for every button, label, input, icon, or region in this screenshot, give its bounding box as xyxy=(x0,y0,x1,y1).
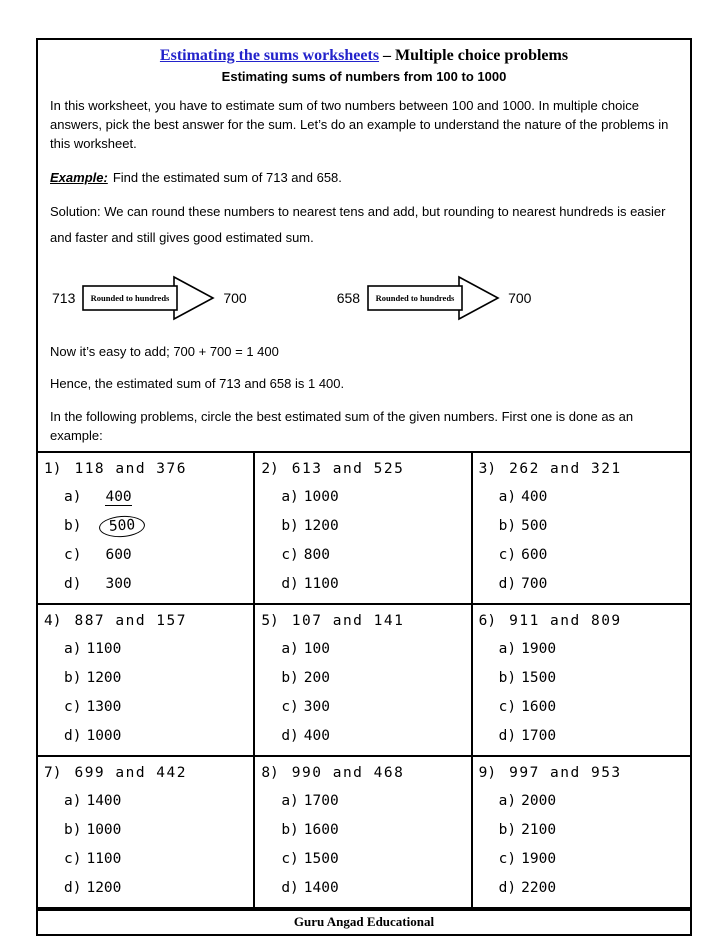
option-value: 2000 xyxy=(521,792,557,809)
problem-3-option-b[interactable] xyxy=(479,512,686,541)
title-rest: – Multiple choice problems xyxy=(379,47,569,64)
problem-1-option-d[interactable] xyxy=(44,570,249,599)
option-value: 2100 xyxy=(521,821,557,838)
solution-paragraph: Solution: We can round these numbers to nearest tens and add, but rounding to nearest hundreds is easier and faster and still gives good estimated sum. xyxy=(50,204,666,246)
option-value: 2200 xyxy=(521,879,557,896)
problem-4-option-c[interactable] xyxy=(44,693,249,722)
worksheet-header-section xyxy=(38,40,690,446)
problem-operands: 699 and 442 xyxy=(74,764,187,781)
option-letter: a) xyxy=(281,488,299,505)
rounding-group-2 xyxy=(337,275,532,321)
option-letter: d) xyxy=(498,575,517,592)
rounding-from-1: 713 xyxy=(52,290,76,307)
option-letter: b) xyxy=(64,821,82,838)
problem-cell-5 xyxy=(255,605,472,757)
option-value: 200 xyxy=(303,669,330,686)
option-letter: b) xyxy=(281,821,299,838)
option-letter: c) xyxy=(498,546,517,563)
problem-5-option-c[interactable] xyxy=(261,693,466,722)
option-letter: a) xyxy=(64,640,82,657)
option-value: 1000 xyxy=(303,488,339,505)
option-value: 400 xyxy=(521,488,548,505)
add-line: Now it’s easy to add; 700 + 700 = 1 400 xyxy=(50,344,279,360)
option-value: 1200 xyxy=(86,669,122,686)
option-letter: a) xyxy=(498,792,517,809)
example-label: Example: xyxy=(50,169,108,185)
problem-number: 6) xyxy=(478,612,497,629)
problem-8-option-b[interactable] xyxy=(261,816,466,845)
problem-8-option-d[interactable] xyxy=(261,874,466,903)
rounding-diagram xyxy=(52,275,678,321)
problem-operands: 990 and 468 xyxy=(291,764,405,781)
option-value: 1600 xyxy=(521,698,557,715)
problem-cell-9 xyxy=(473,757,690,909)
rounding-to-1: 700 xyxy=(223,290,247,307)
option-letter: c) xyxy=(498,850,517,867)
option-value: 1500 xyxy=(303,850,339,867)
problem-operands: 262 and 321 xyxy=(509,460,622,477)
option-value: 800 xyxy=(303,546,330,563)
option-letter: c) xyxy=(64,850,82,867)
problem-2-question xyxy=(261,456,466,483)
intro-paragraph: In this worksheet, you have to estimate sum of two numbers between 100 and 1000. In multiple choice answers, pick the best answer for the sum. Let’s do an example to understand the nature of the problems in this worksheet. xyxy=(50,98,669,151)
instructions-paragraph: In the following problems, circle the best estimated sum of the given numbers. First one is done as an example: xyxy=(50,409,634,443)
option-letter: c) xyxy=(281,698,299,715)
option-value: 1600 xyxy=(303,821,339,838)
problem-cell-6 xyxy=(473,605,690,757)
problem-3-option-c[interactable] xyxy=(479,541,686,570)
problem-2-option-a[interactable] xyxy=(261,483,466,512)
problem-operands: 107 and 141 xyxy=(291,612,405,629)
example-text: Find the estimated sum of 713 and 658. xyxy=(112,169,342,185)
option-value: 100 xyxy=(303,640,330,657)
problem-7-option-c[interactable] xyxy=(44,845,249,874)
option-value: 1700 xyxy=(521,727,557,744)
option-letter: a) xyxy=(281,792,299,809)
problem-number: 8) xyxy=(261,764,279,781)
option-letter: d) xyxy=(64,727,82,744)
option-value: 1400 xyxy=(86,792,122,809)
problem-7-option-b[interactable] xyxy=(44,816,249,845)
option-letter: c) xyxy=(281,850,299,867)
option-value: 1200 xyxy=(86,879,122,896)
option-value: 400 xyxy=(303,727,330,744)
problem-operands: 997 and 953 xyxy=(509,764,622,781)
hence-line: Hence, the estimated sum of 713 and 658 is 1 400. xyxy=(50,376,345,392)
problem-5-option-d[interactable] xyxy=(261,722,466,751)
problem-cell-1 xyxy=(38,453,255,605)
option-letter: b) xyxy=(281,669,299,686)
option-letter: d) xyxy=(281,575,299,592)
option-value: 500 xyxy=(521,517,548,534)
problem-6-option-a[interactable] xyxy=(479,635,686,664)
option-value: 600 xyxy=(521,546,548,563)
problem-operands: 887 and 157 xyxy=(74,612,187,629)
option-letter: a) xyxy=(498,640,517,657)
problem-9-question xyxy=(479,760,686,787)
problem-operands: 118 and 376 xyxy=(74,460,187,477)
problem-number: 4) xyxy=(44,612,62,629)
problem-1-option-c[interactable] xyxy=(44,541,249,570)
option-letter: b) xyxy=(498,517,517,534)
example-line xyxy=(50,169,678,188)
option-value: 300 xyxy=(105,575,132,592)
problem-2-option-c[interactable] xyxy=(261,541,466,570)
option-letter: d) xyxy=(64,879,82,896)
option-letter: b) xyxy=(64,669,82,686)
problem-cell-4 xyxy=(38,605,255,757)
problem-cell-7 xyxy=(38,757,255,909)
problem-1-question xyxy=(44,456,249,483)
circled-answer-value: 500 xyxy=(99,514,147,538)
option-letter: d) xyxy=(281,727,299,744)
problem-number: 7) xyxy=(44,764,62,781)
option-value: 1100 xyxy=(86,640,122,657)
option-letter: b) xyxy=(498,669,517,686)
subtitle: Estimating sums of numbers from 100 to 1000 xyxy=(221,69,507,84)
option-value: 1900 xyxy=(521,640,557,657)
problem-operands: 613 and 525 xyxy=(291,460,405,477)
problem-8-option-c[interactable] xyxy=(261,845,466,874)
rounding-to-2: 700 xyxy=(508,290,532,307)
option-value: 1900 xyxy=(521,850,557,867)
problem-6-option-b[interactable] xyxy=(479,664,686,693)
page-title xyxy=(50,46,678,66)
option-value: 1000 xyxy=(86,727,122,744)
problem-cell-8 xyxy=(255,757,472,909)
arrow-label: Rounded to hundreds xyxy=(90,293,170,304)
problem-1-option-a[interactable] xyxy=(44,483,249,512)
problem-4-question xyxy=(44,608,249,635)
rounded-to-hundreds-arrow-icon xyxy=(82,275,216,321)
arrow-label: Rounded to hundreds xyxy=(375,293,455,304)
problem-3-option-d[interactable] xyxy=(479,570,686,599)
option-value: 1300 xyxy=(86,698,122,715)
problem-2-option-d[interactable] xyxy=(261,570,466,599)
problem-number: 1) xyxy=(44,460,62,477)
option-value: 1200 xyxy=(303,517,339,534)
problem-2-option-b[interactable] xyxy=(261,512,466,541)
option-letter: b) xyxy=(498,821,517,838)
problem-5-question xyxy=(261,608,466,635)
title-link[interactable]: Estimating the sums worksheets xyxy=(159,47,380,64)
rounded-to-hundreds-arrow-icon xyxy=(367,275,501,321)
option-value: 1500 xyxy=(521,669,557,686)
problem-9-option-b[interactable] xyxy=(479,816,686,845)
option-value: 1100 xyxy=(303,575,339,592)
worksheet-page xyxy=(36,38,692,936)
option-value: 1400 xyxy=(303,879,339,896)
option-letter: c) xyxy=(281,546,299,563)
problem-6-option-c[interactable] xyxy=(479,693,686,722)
problem-7-option-d[interactable] xyxy=(44,874,249,903)
problem-cell-3 xyxy=(473,453,690,605)
problem-8-option-a[interactable] xyxy=(261,787,466,816)
option-letter: a) xyxy=(498,488,517,505)
option-value: 1100 xyxy=(86,850,122,867)
problem-cell-2 xyxy=(255,453,472,605)
option-letter: c) xyxy=(64,546,82,563)
option-value: 700 xyxy=(521,575,548,592)
problem-4-option-b[interactable] xyxy=(44,664,249,693)
option-value: 300 xyxy=(303,698,330,715)
problem-5-option-a[interactable] xyxy=(261,635,466,664)
problem-3-option-a[interactable] xyxy=(479,483,686,512)
problem-number: 9) xyxy=(478,764,497,781)
problem-9-option-a[interactable] xyxy=(479,787,686,816)
problem-3-question xyxy=(479,456,686,483)
problem-4-option-d[interactable] xyxy=(44,722,249,751)
problem-7-option-a[interactable] xyxy=(44,787,249,816)
option-letter: b) xyxy=(281,517,299,534)
problem-8-question xyxy=(261,760,466,787)
option-letter: d) xyxy=(281,879,299,896)
option-letter: d) xyxy=(498,879,517,896)
option-value: 400 xyxy=(105,488,132,505)
problem-7-question xyxy=(44,760,249,787)
problem-6-option-d[interactable] xyxy=(479,722,686,751)
option-letter: d) xyxy=(498,727,517,744)
option-value: 600 xyxy=(105,546,132,563)
problem-4-option-a[interactable] xyxy=(44,635,249,664)
rounding-from-2: 658 xyxy=(336,290,361,307)
problem-6-question xyxy=(479,608,686,635)
option-letter: c) xyxy=(498,698,517,715)
problem-number: 2) xyxy=(261,460,279,477)
option-letter: d) xyxy=(64,575,82,592)
option-letter: a) xyxy=(281,640,299,657)
problem-number: 3) xyxy=(478,460,497,477)
problem-9-option-c[interactable] xyxy=(479,845,686,874)
problem-number: 5) xyxy=(261,612,279,629)
problem-operands: 911 and 809 xyxy=(509,612,622,629)
option-letter: a) xyxy=(64,488,82,505)
problem-9-option-d[interactable] xyxy=(479,874,686,903)
rounding-group-1 xyxy=(52,275,247,321)
problem-5-option-b[interactable] xyxy=(261,664,466,693)
option-value: 1700 xyxy=(303,792,339,809)
option-value: 1000 xyxy=(86,821,122,838)
footer: Guru Angad Educational xyxy=(38,909,690,934)
option-letter: b) xyxy=(64,517,82,534)
problems-grid xyxy=(38,451,690,909)
option-letter: a) xyxy=(64,792,82,809)
option-letter: c) xyxy=(64,698,82,715)
problem-1-option-b[interactable] xyxy=(44,512,249,541)
